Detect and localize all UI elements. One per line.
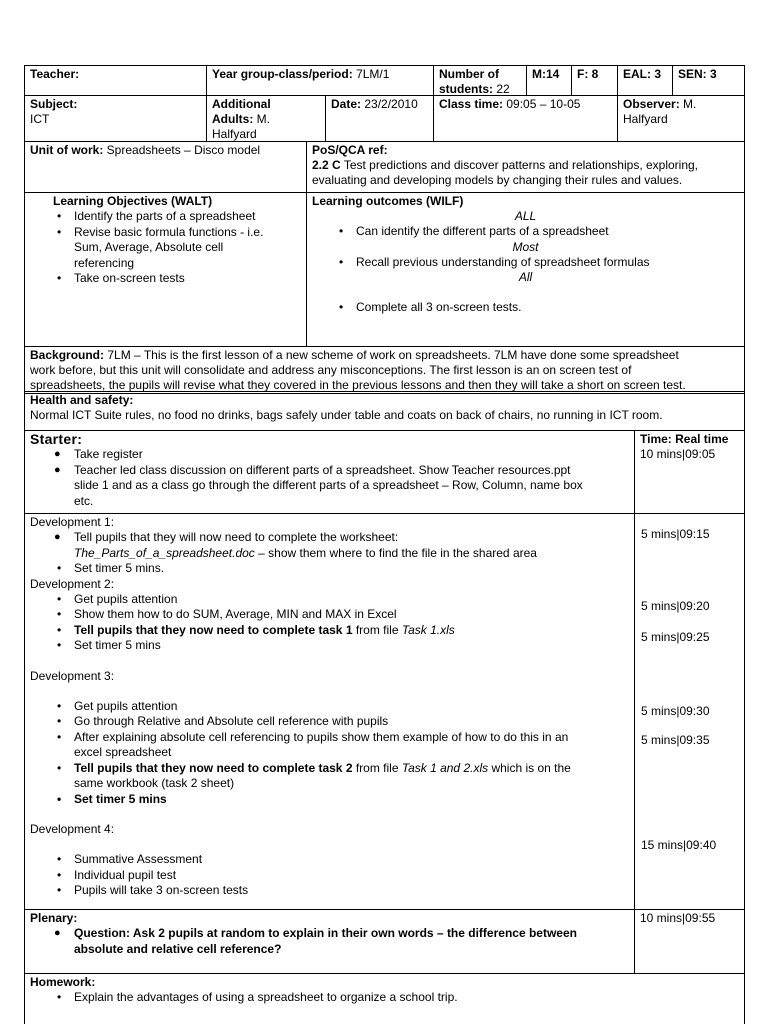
dev-time: 5 mins|09:20: [641, 599, 710, 613]
date-value: 23/2/2010: [364, 97, 418, 111]
background-line-3: spreadsheets, the pupils will revise what they covered in the previous lessons and then they will take a short on screen test.: [30, 378, 686, 392]
num-students-label: Number of: [439, 67, 499, 81]
plenary-cell: [24, 909, 635, 974]
adults-value: M.: [256, 112, 271, 126]
list-item: • Identify the parts of a spreadsheet: [50, 209, 301, 225]
adults-label: Additional: [212, 97, 271, 111]
list-item: ● Take register: [50, 447, 629, 463]
wilf-level-most: Most: [512, 239, 539, 254]
list-item: • Show them how to do SUM, Average, MIN and MAX in Excel: [50, 607, 629, 623]
dev1-file: The_Parts_of_a_spreadsheet.doc: [74, 545, 255, 560]
list-item: • Take on-screen tests: [50, 271, 301, 287]
list-item: • Set timer 5 mins: [50, 638, 629, 654]
additional-adults-cell: [206, 95, 326, 142]
list-item: [50, 530, 629, 561]
pos-text-2: evaluating and developing models by changing their rules and values.: [312, 173, 683, 187]
wilf-level-all-2: All: [518, 270, 533, 284]
wilf-level-all: ALL: [514, 209, 537, 223]
year-group-value: 7LM/1: [356, 67, 390, 81]
starter-item-2-l3: etc.: [74, 493, 94, 508]
walt-heading: Learning Objectives (WALT): [53, 194, 213, 208]
dev3-file: Task 1 and 2.xls: [401, 760, 489, 775]
dev3-item-3-l1: After explaining absolute cell referencing to pupils show them example of how to do this in an: [74, 729, 569, 744]
dev-time: 5 mins|09:15: [641, 527, 710, 541]
num-students-cell: [433, 65, 527, 96]
sen-cell: [672, 65, 745, 96]
list-item: [50, 225, 301, 272]
list-item: • Get pupils attention: [50, 592, 629, 608]
wilf-list-2: [312, 255, 739, 271]
dev1-heading: Development 1:: [30, 515, 115, 529]
dev1-item-1-rest: – show them where to find the file in the shared area: [254, 545, 537, 560]
teacher-cell: [24, 65, 207, 96]
wilf-list-1: [312, 224, 739, 240]
dev4-list: [30, 852, 629, 899]
list-item: • Pupils will take 3 on-screen tests: [50, 883, 629, 899]
pos-label: PoS/QCA ref:: [312, 143, 388, 157]
list-item: • Get pupils attention: [50, 699, 629, 715]
dev2-item-3-bold: Tell pupils that they now need to complete task 1: [74, 622, 353, 637]
plenary-list: [30, 926, 629, 957]
eal-cell: [617, 65, 673, 96]
starter-item-2-l2: slide 1 and as a class go through the different parts of a spreadsheet – Row, Column, name box: [74, 478, 583, 492]
dev3-heading: Development 3:: [30, 668, 115, 683]
teacher-label: Teacher:: [30, 67, 80, 81]
dev-time: 5 mins|09:25: [641, 630, 710, 644]
year-group-cell: [206, 65, 434, 96]
date-cell: [325, 95, 434, 142]
background-line-1: 7LM – This is the first lesson of a new scheme of work on spreadsheets. 7LM have done some spreadsheet: [107, 348, 679, 362]
dev3-list: [30, 699, 629, 808]
background-cell: [24, 346, 745, 394]
eal-count: EAL: 3: [623, 67, 662, 81]
subject-label: Subject:: [30, 97, 78, 111]
walt-item-2-cont: Sum, Average, Absolute cell: [74, 240, 224, 254]
walt-cell: [24, 192, 307, 347]
starter-time: 10 mins|09:05: [640, 447, 716, 461]
list-item: • Set timer 5 mins.: [50, 561, 629, 577]
background-label: Background:: [30, 348, 105, 362]
walt-item-2-text: Revise basic formula functions - i.e.: [74, 224, 264, 239]
num-students-label-2: students:: [439, 82, 493, 96]
unit-label: Unit of work:: [30, 143, 104, 157]
pos-text: Test predictions and discover patterns and relationships, exploring,: [343, 158, 699, 172]
list-item: [50, 761, 629, 792]
class-time-cell: [433, 95, 618, 142]
observer-label: Observer:: [623, 97, 680, 111]
health-safety-cell: [24, 391, 745, 431]
subject-value: ICT: [30, 112, 50, 126]
dev3-item-4-l2: same workbook (task 2 sheet): [74, 776, 235, 790]
dev2-list: [30, 592, 629, 654]
homework-list: [30, 990, 739, 1006]
pos-code: 2.2 C: [312, 158, 341, 172]
dev-time: 5 mins|09:30: [641, 704, 710, 718]
male-count-cell: [526, 65, 572, 96]
dev-time: 5 mins|09:35: [641, 733, 710, 747]
lesson-plan: [24, 65, 745, 1024]
dev4-heading: Development 4:: [30, 822, 115, 836]
list-item: • Go through Relative and Absolute cell reference with pupils: [50, 714, 629, 730]
observer-value: M.: [683, 97, 697, 111]
starter-time-cell: [634, 430, 745, 514]
plenary-item-l2: absolute and relative cell reference?: [74, 941, 282, 956]
adults-value-2: Halfyard: [212, 127, 257, 141]
list-item: • Recall previous understanding of spreadsheet formulas: [332, 255, 739, 271]
starter-cell: [24, 430, 635, 514]
observer-value-2: Halfyard: [623, 112, 668, 126]
plenary-item-l1: Question: Ask 2 pupils at random to explain in their own words – the difference between: [74, 926, 577, 940]
dev3-item-4-rest: from file: [352, 760, 402, 775]
num-students-value: 22: [496, 82, 510, 96]
dev3-item-4-end: which is on the: [488, 760, 571, 775]
homework-cell: [24, 973, 745, 1024]
wilf-cell: [306, 192, 745, 347]
health-text: Normal ICT Suite rules, no food no drinks, bags safely under table and coats on back of chairs, no running in ICT room.: [30, 408, 663, 422]
pos-qca-cell: [306, 141, 745, 193]
female-count: F: 8: [577, 67, 599, 81]
starter-list: [30, 447, 629, 509]
dev3-item-3-l2: excel spreadsheet: [74, 745, 172, 759]
wilf-heading: Learning outcomes (WILF): [312, 194, 464, 208]
plenary-heading: Plenary:: [30, 911, 78, 925]
male-count: M:14: [532, 67, 560, 81]
dev3-item-4-bold: Tell pupils that they now need to complete task 2: [74, 760, 353, 775]
date-label: Date:: [331, 97, 362, 111]
list-item: • Can identify the different parts of a spreadsheet: [332, 224, 739, 240]
list-item: [50, 623, 629, 639]
list-item: [50, 463, 629, 510]
walt-list: [30, 209, 301, 287]
dev1-item-1-l1: Tell pupils that they will now need to complete the worksheet:: [74, 530, 399, 544]
background-line-2: work before, but this unit will consolidate and address any misconceptions. The first lesson is an on screen test of: [30, 363, 632, 377]
female-count-cell: [571, 65, 618, 96]
time-heading: Time: Real time: [640, 432, 729, 446]
walt-item-2-cont-2: referencing: [74, 255, 135, 270]
list-item: • Individual pupil test: [50, 868, 629, 884]
dev2-item-3-rest: from file: [352, 622, 402, 637]
development-cell: [24, 513, 635, 910]
unit-of-work-cell: [24, 141, 307, 193]
wilf-list-3: [312, 300, 739, 316]
starter-item-2-l1: Teacher led class discussion on different parts of a spreadsheet. Show Teacher resources.ppt: [74, 462, 571, 477]
list-item: [50, 730, 629, 761]
development-time-cell: [634, 513, 745, 910]
homework-heading: Homework:: [30, 975, 96, 989]
starter-heading: Starter:: [30, 431, 83, 447]
class-time-value: 09:05 – 10-05: [506, 97, 581, 111]
list-item: • Set timer 5 mins: [50, 792, 629, 808]
subject-cell: [24, 95, 207, 142]
plenary-time: 10 mins|09:55: [640, 911, 716, 925]
list-item: [50, 926, 629, 957]
dev2-heading: Development 2:: [30, 576, 115, 591]
class-time-label: Class time:: [439, 97, 504, 111]
dev-time: 15 mins|09:40: [641, 838, 717, 852]
year-group-label: Year group-class/period:: [212, 67, 353, 81]
dev1-list: [30, 530, 629, 577]
list-item: • Complete all 3 on-screen tests.: [332, 300, 739, 316]
list-item: • Summative Assessment: [50, 852, 629, 868]
plenary-time-cell: [634, 909, 745, 974]
observer-cell: [617, 95, 745, 142]
adults-label-2: Adults:: [212, 112, 254, 126]
unit-value: Spreadsheets – Disco model: [106, 143, 261, 157]
list-item: • Explain the advantages of using a spreadsheet to organize a school trip.: [50, 990, 739, 1006]
health-label: Health and safety:: [30, 393, 134, 407]
sen-count: SEN: 3: [678, 67, 717, 81]
dev2-file: Task 1.xls: [401, 622, 455, 637]
